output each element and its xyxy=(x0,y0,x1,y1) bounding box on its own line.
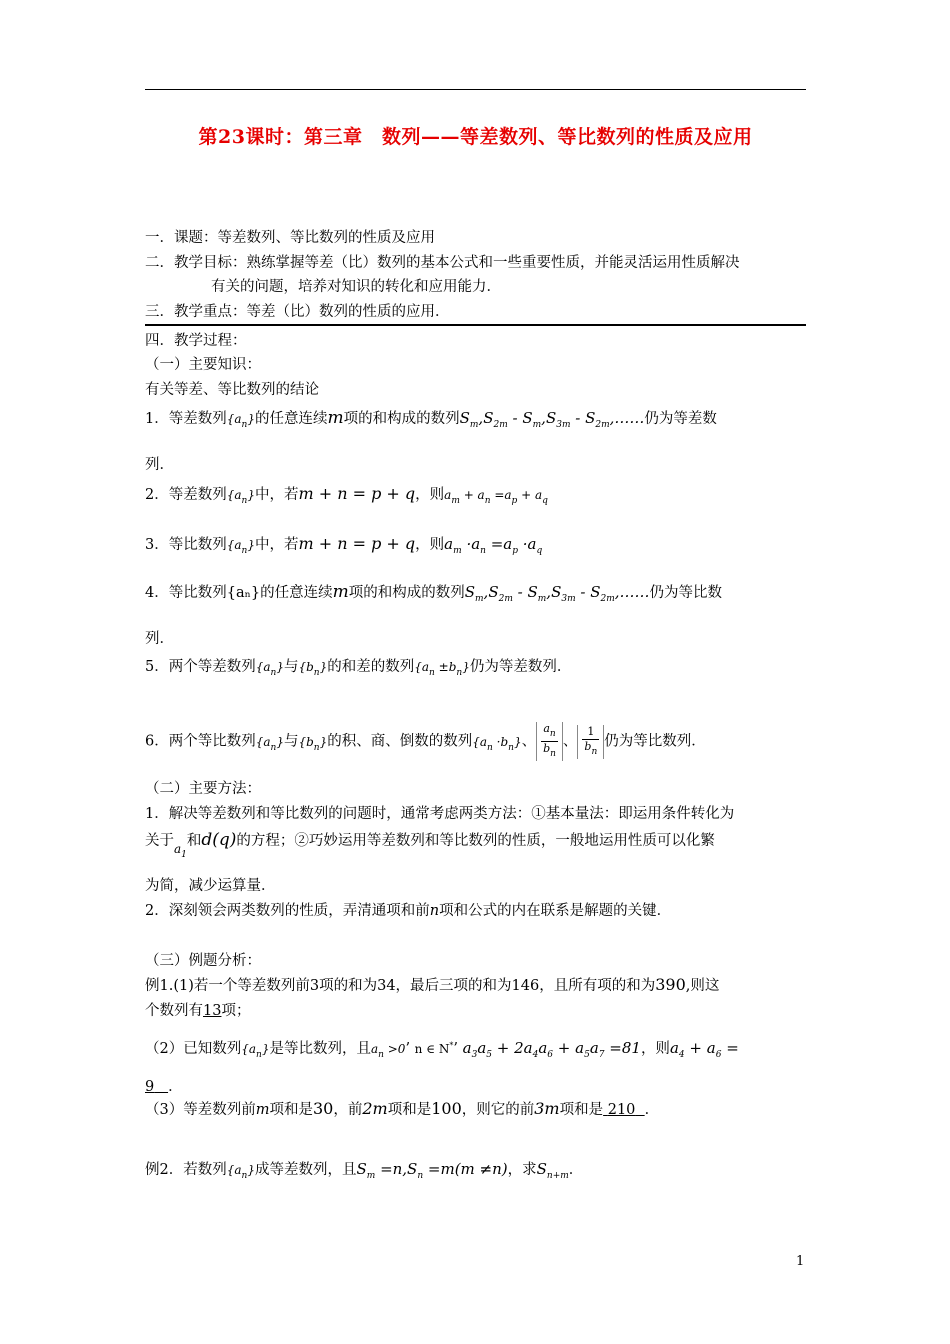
page-number: 1 xyxy=(796,1254,805,1269)
section-rule xyxy=(145,324,806,326)
method-1-line-1: 1．解决等差数列和等比数列的问题时，通常考虑两类方法：①基本量法：即运用条件转化为 xyxy=(145,806,735,822)
method-1-line-3: 为简，减少运算量． xyxy=(145,878,276,894)
topic-line: 一．课题：等差数列、等比数列的性质及应用 xyxy=(145,230,435,246)
example-1-2-answer: 9 ． xyxy=(145,1079,183,1095)
knowledge-3: 3．等比数列$\{a_n\}$中，若m + n = p + q，则$a_m \cdot a_n =a_p \cdot a_q$ xyxy=(145,534,543,556)
knowledge-4: 4．等比数列{aₙ}的任意连续m项的和构成的数列$S_m,S_{2m} - S_m,S_{3m}$ - $S_{2m},\dots\dots$仍为等比数 xyxy=(145,582,723,604)
answer-9: 9 xyxy=(145,1079,155,1095)
fraction-a-over-b: $\frac{a_n}{b_n}$ xyxy=(536,722,563,761)
goal-line-1: 二．教学目标：熟练掌握等差（比）数列的基本公式和一些重要性质，并能灵活运用性质解决 xyxy=(145,255,740,271)
conclusion-heading: 有关等差、等比数列的结论 xyxy=(145,382,319,398)
knowledge-4-cont: 列． xyxy=(145,631,174,647)
example-2: 例2．若数列$\{a_n\}$成等差数列，且$S_m =n,S_n =m(m \ne n)$，求$S_{n+m}$． xyxy=(145,1160,584,1181)
page-title: 第23课时：第三章 数列——等差数列、等比数列的性质及应用 xyxy=(198,126,753,148)
knowledge-1: 1．等差数列$\{a_n\}$的任意连续m项的和构成的数列$S_m,S_{2m} - S_m,S_{3m}$ - $S_{2m},\dots\dots$仍为等差数 xyxy=(145,408,717,430)
answer-210: 210 xyxy=(607,1102,636,1118)
fraction-1-over-b: $\frac{1}{b_n}$ xyxy=(577,725,604,759)
method-1-line-2: 关于$_{a_1}$和d(q)的方程；②巧妙运用等差数列和等比数列的性质，一般地运用性质可以化繁 xyxy=(145,830,715,860)
goal-line-2: 有关的问题，培养对知识的转化和应用能力． xyxy=(211,279,501,295)
example-1-2: （2）已知数列$\{a_n\}$是等比数列，且$a_n >0$’ n ∈ N*’ $a_3a_5 + 2a_4a_6 + a_5a_7 =81$，则$a_4 + a_6$ = xyxy=(145,1039,739,1060)
knowledge-5: 5．两个等差数列$\{a_n\}$与$\{b_n\}$的和差的数列$\{a_n \pm b_n\}$仍为等差数列． xyxy=(145,659,572,678)
example-1-1: 例1.(1)若一个等差数列前3项的和为34，最后三项的和为146，且所有项的和为390,则这 xyxy=(145,975,720,994)
example-1-3: （3）等差数列前m项和是30，前2m项和是100，则它的前3m项和是 210 ． xyxy=(145,1099,660,1118)
example-1-1-cont: 个数列有13项； xyxy=(145,1003,251,1019)
method-2: 2．深刻领会两类数列的性质，弄清通项和前n项和公式的内在联系是解题的关键． xyxy=(145,903,672,919)
knowledge-1-cont: 列． xyxy=(145,457,174,473)
examples-heading: （三）例题分析： xyxy=(145,953,261,969)
knowledge-6: 6．两个等比数列$\{a_n\}$与$\{b_n\}$的积、商、倒数的数列$\{a_n \cdot b_n\}$、 $\frac{a_n}{b_n}$ 、 $\frac{1}{b_n}$ 仍为等比数列． xyxy=(145,722,706,759)
methods-heading: （二）主要方法： xyxy=(145,781,261,797)
answer-13: 13 xyxy=(203,1003,222,1019)
top-rule xyxy=(145,89,806,90)
key-line: 三．教学重点：等差（比）数列的性质的应用． xyxy=(145,304,450,320)
process-line: 四．教学过程： xyxy=(145,333,247,349)
knowledge-2: 2．等差数列$\{a_n\}$中，若m + n = p + q，则$a_m + a_n =a_p + a_q$ xyxy=(145,484,548,506)
part1-heading: （一）主要知识： xyxy=(145,357,261,373)
